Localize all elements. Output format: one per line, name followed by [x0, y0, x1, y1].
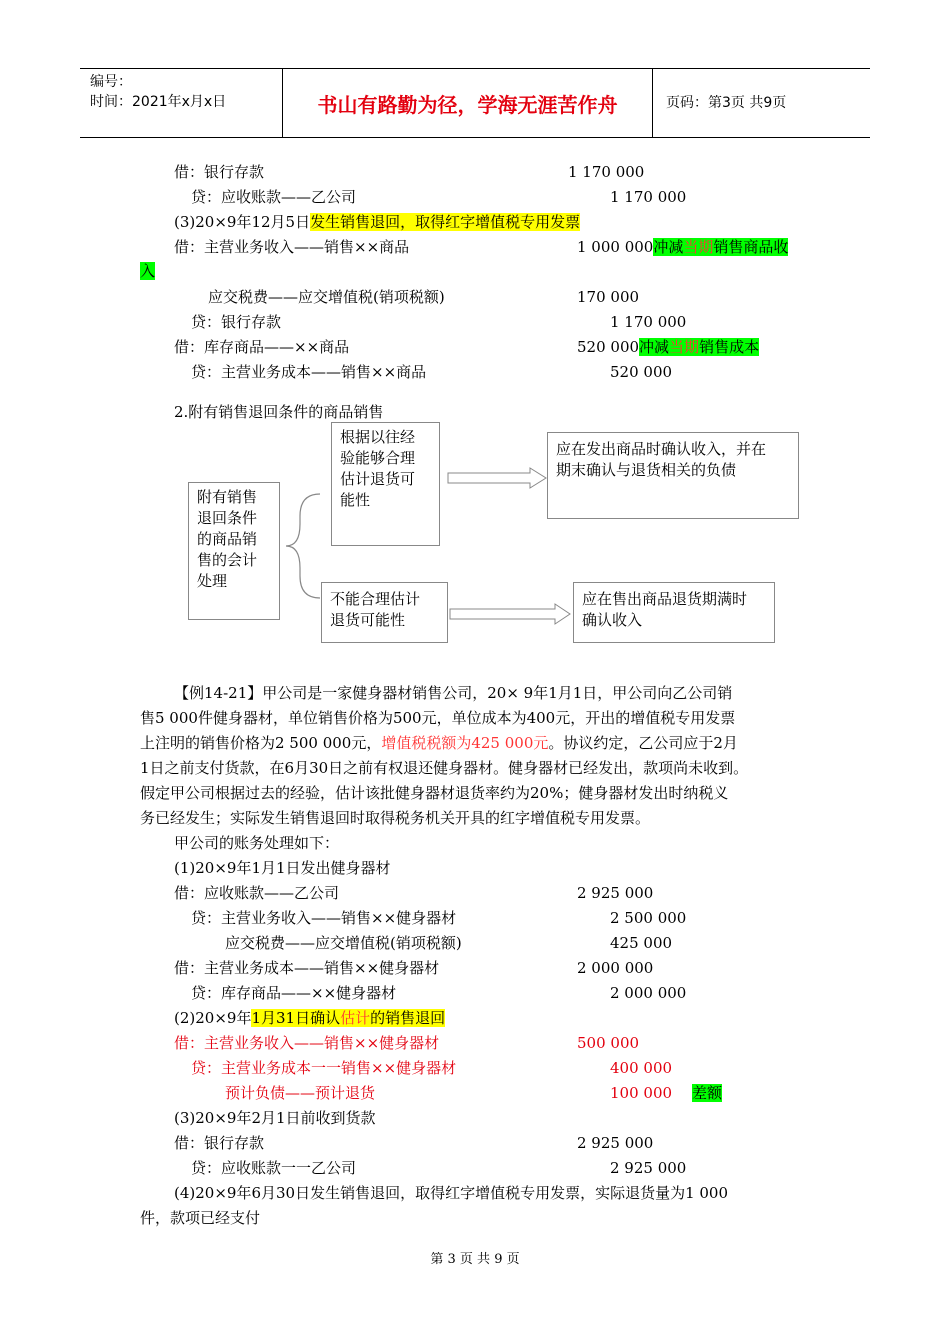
entry-amount: 1 170 000: [568, 163, 645, 181]
entry-amount-red: 500 000: [577, 1034, 640, 1052]
highlight-green-note: 冲减当期销售商品收: [653, 238, 789, 256]
entry-amount: 425 000: [610, 934, 673, 952]
note-continuation: 入: [140, 262, 156, 280]
entry-account: 借：主营业务成本——销售××健身器材: [174, 959, 440, 977]
step-4-heading: (4)20×9年6月30日发生销售退回，取得红字增值税专用发票，实际退货量为1 000: [174, 1184, 729, 1202]
entry-account: 贷：主营业务成本——销售××商品: [191, 363, 427, 381]
entry-amount-with-note: 1 000 000冲减当期销售商品收: [577, 238, 789, 256]
example-line: 甲公司的账务处理如下：: [174, 834, 340, 852]
entry-account-red: 借：主营业务收入——销售××健身器材: [174, 1034, 440, 1052]
entry-account: 贷：应收账款一一乙公司: [191, 1159, 357, 1177]
header-page-info: 页码：第3页 共9页: [666, 95, 787, 111]
result-box-recognize-at-expiry: 应在售出商品退货期满时 确认收入: [573, 582, 775, 643]
main-topic-box: 附有销售 退回条件 的商品销 售的会计 处理: [188, 482, 280, 620]
highlight-yellow: 发生销售退回，取得红字增值税专用发票: [310, 213, 581, 231]
entry-amount: 2 000 000: [610, 984, 687, 1002]
arrow-1: [448, 468, 546, 488]
arrow-2: [450, 604, 570, 624]
entry-amount: 170 000: [577, 288, 640, 306]
serial-label: 编号：: [90, 74, 132, 90]
entry-account: 贷：库存商品——××健身器材: [191, 984, 397, 1002]
entry-amount-with-note: 520 000冲减当期销售成本: [577, 338, 760, 356]
highlight-yellow: 1月31日确认估计的销售退回: [251, 1009, 446, 1027]
section-2-title: 2.附有销售退回条件的商品销售: [174, 403, 384, 421]
example-line: 【例14-21】甲公司是一家健身器材销售公司，20× 9年1月1日，甲公司向乙公司销: [174, 684, 733, 702]
entry-amount: 2 500 000: [610, 909, 687, 927]
motto-text: 书山有路勤为径，学海无涯苦作舟: [317, 93, 618, 117]
entry-amount: 1 170 000: [610, 313, 687, 331]
step-4-continuation: 件，款项已经支付: [140, 1209, 261, 1227]
step-3-heading: (3)20×9年12月5日发生销售退回，取得红字增值税专用发票: [174, 213, 581, 231]
example-line: 上注明的销售价格为2 500 000元，增值税税额为425 000元。协议约定，乙公司应于2月: [140, 734, 738, 752]
entry-amount-red: 100 000: [610, 1084, 673, 1102]
result-box-recognize-at-shipment: 应在发出商品时确认收入，并在 期末确认与退货相关的负债: [547, 432, 799, 519]
entry-amount: 520 000: [610, 363, 673, 381]
vat-amount-red: 增值税税额为425 000元: [381, 734, 549, 752]
condition-box-reasonable: 根据以往经 验能够合理 估计退货可 能性: [331, 422, 440, 546]
example-line: 务已经发生；实际发生销售退回时取得税务机关开具的红字增值税专用发票。: [140, 809, 651, 827]
step-2-heading: (2)20×9年1月31日确认估计的销售退回: [174, 1009, 446, 1027]
highlight-green-note: 冲减当期销售成本: [639, 338, 760, 356]
entry-account-red: 贷：主营业务成本一一销售××健身器材: [191, 1059, 457, 1077]
step-3-heading: (3)20×9年2月1日前收到货款: [174, 1109, 376, 1127]
step-1-heading: (1)20×9年1月1日发出健身器材: [174, 859, 391, 877]
entry-account: 应交税费——应交增值税(销项税额): [208, 288, 445, 306]
entry-account: 贷：主营业务收入——销售××健身器材: [191, 909, 457, 927]
entry-account: 借：银行存款: [174, 163, 265, 181]
entry-account: 贷：银行存款: [191, 313, 282, 331]
entry-account: 贷：应收账款——乙公司: [191, 188, 357, 206]
entry-amount: 2 000 000: [577, 959, 654, 977]
entry-account: 借：银行存款: [174, 1134, 265, 1152]
entry-amount: 2 925 000: [577, 1134, 654, 1152]
page-footer: 第 3 页 共 9 页: [430, 1252, 520, 1267]
entry-amount-red: 400 000: [610, 1059, 673, 1077]
entry-amount: 2 925 000: [577, 884, 654, 902]
example-line: 售5 000件健身器材，单位销售价格为500元，单位成本为400元，开出的增值税专用发票: [140, 709, 736, 727]
brace-connector: [286, 494, 320, 598]
example-line: 假定甲公司根据过去的经验，估计该批健身器材退货率约为20%；健身器材发出时纳税义: [140, 784, 729, 802]
example-line: 1日之前支付货款，在6月30日之前有权退还健身器材。健身器材已经发出，款项尚未收到。: [140, 759, 749, 777]
difference-note: 差额: [692, 1084, 723, 1102]
entry-account: 借：主营业务收入——销售××商品: [174, 238, 410, 256]
entry-account-red: 预计负债——预计退货: [225, 1084, 376, 1102]
condition-box-not-reasonable: 不能合理估计 退货可能性: [321, 582, 448, 643]
entry-account: 借：库存商品——××商品: [174, 338, 350, 356]
entry-account: 应交税费——应交增值税(销项税额): [225, 934, 462, 952]
entry-amount: 2 925 000: [610, 1159, 687, 1177]
entry-amount: 1 170 000: [610, 188, 687, 206]
entry-account: 借：应收账款——乙公司: [174, 884, 340, 902]
date-label: 时间：2021年x月x日: [90, 94, 227, 110]
